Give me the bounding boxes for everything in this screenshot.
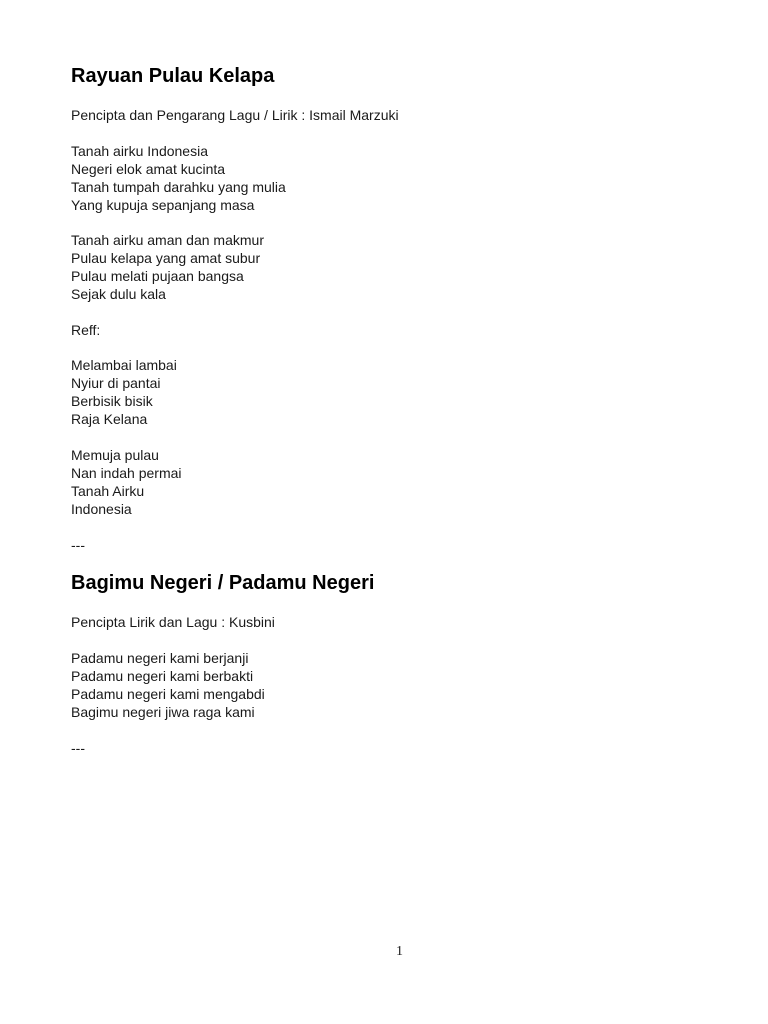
lyric-line: Tanah Airku: [71, 483, 145, 499]
lyric-line: Berbisik bisik: [71, 393, 153, 409]
stanza: [71, 649, 265, 721]
stanza: [71, 356, 177, 428]
lyric-line: Padamu negeri kami berbakti: [71, 668, 254, 684]
song-title: Rayuan Pulau Kelapa: [71, 65, 275, 87]
lyric-line: Yang kupuja sepanjang masa: [71, 197, 255, 213]
stanza: [71, 446, 182, 518]
lyric-line: Sejak dulu kala: [71, 286, 166, 302]
lyric-line: Pulau kelapa yang amat subur: [71, 250, 261, 266]
song-title: Bagimu Negeri / Padamu Negeri: [71, 572, 375, 594]
lyric-line: Bagimu negeri jiwa raga kami: [71, 704, 255, 720]
lyric-line: Tanah airku aman dan makmur: [71, 232, 264, 248]
lyric-line: Negeri elok amat kucinta: [71, 161, 226, 177]
lyric-line: Padamu negeri kami mengabdi: [71, 686, 265, 702]
lyric-line: Tanah tumpah darahku yang mulia: [71, 179, 286, 195]
separator: ---: [71, 740, 85, 756]
lyric-line: Indonesia: [71, 501, 132, 517]
lyric-line: Raja Kelana: [71, 411, 148, 427]
lyric-line: Pulau melati pujaan bangsa: [71, 268, 244, 284]
stanza: [71, 142, 286, 214]
lyric-line: Padamu negeri kami berjanji: [71, 650, 249, 666]
stanza: [71, 231, 264, 303]
refrain-label: Reff:: [71, 322, 101, 338]
song-credit: Pencipta Lirik dan Lagu : Kusbini: [71, 614, 275, 630]
lyric-line: Nan indah permai: [71, 465, 182, 481]
lyric-line: Memuja pulau: [71, 447, 159, 463]
lyric-line: Tanah airku Indonesia: [71, 143, 208, 159]
lyric-line: Melambai lambai: [71, 357, 177, 373]
page-number: 1: [396, 944, 403, 959]
lyric-line: Nyiur di pantai: [71, 375, 161, 391]
separator: ---: [71, 537, 85, 553]
song-credit: Pencipta dan Pengarang Lagu / Lirik : Ismail Marzuki: [71, 107, 399, 123]
